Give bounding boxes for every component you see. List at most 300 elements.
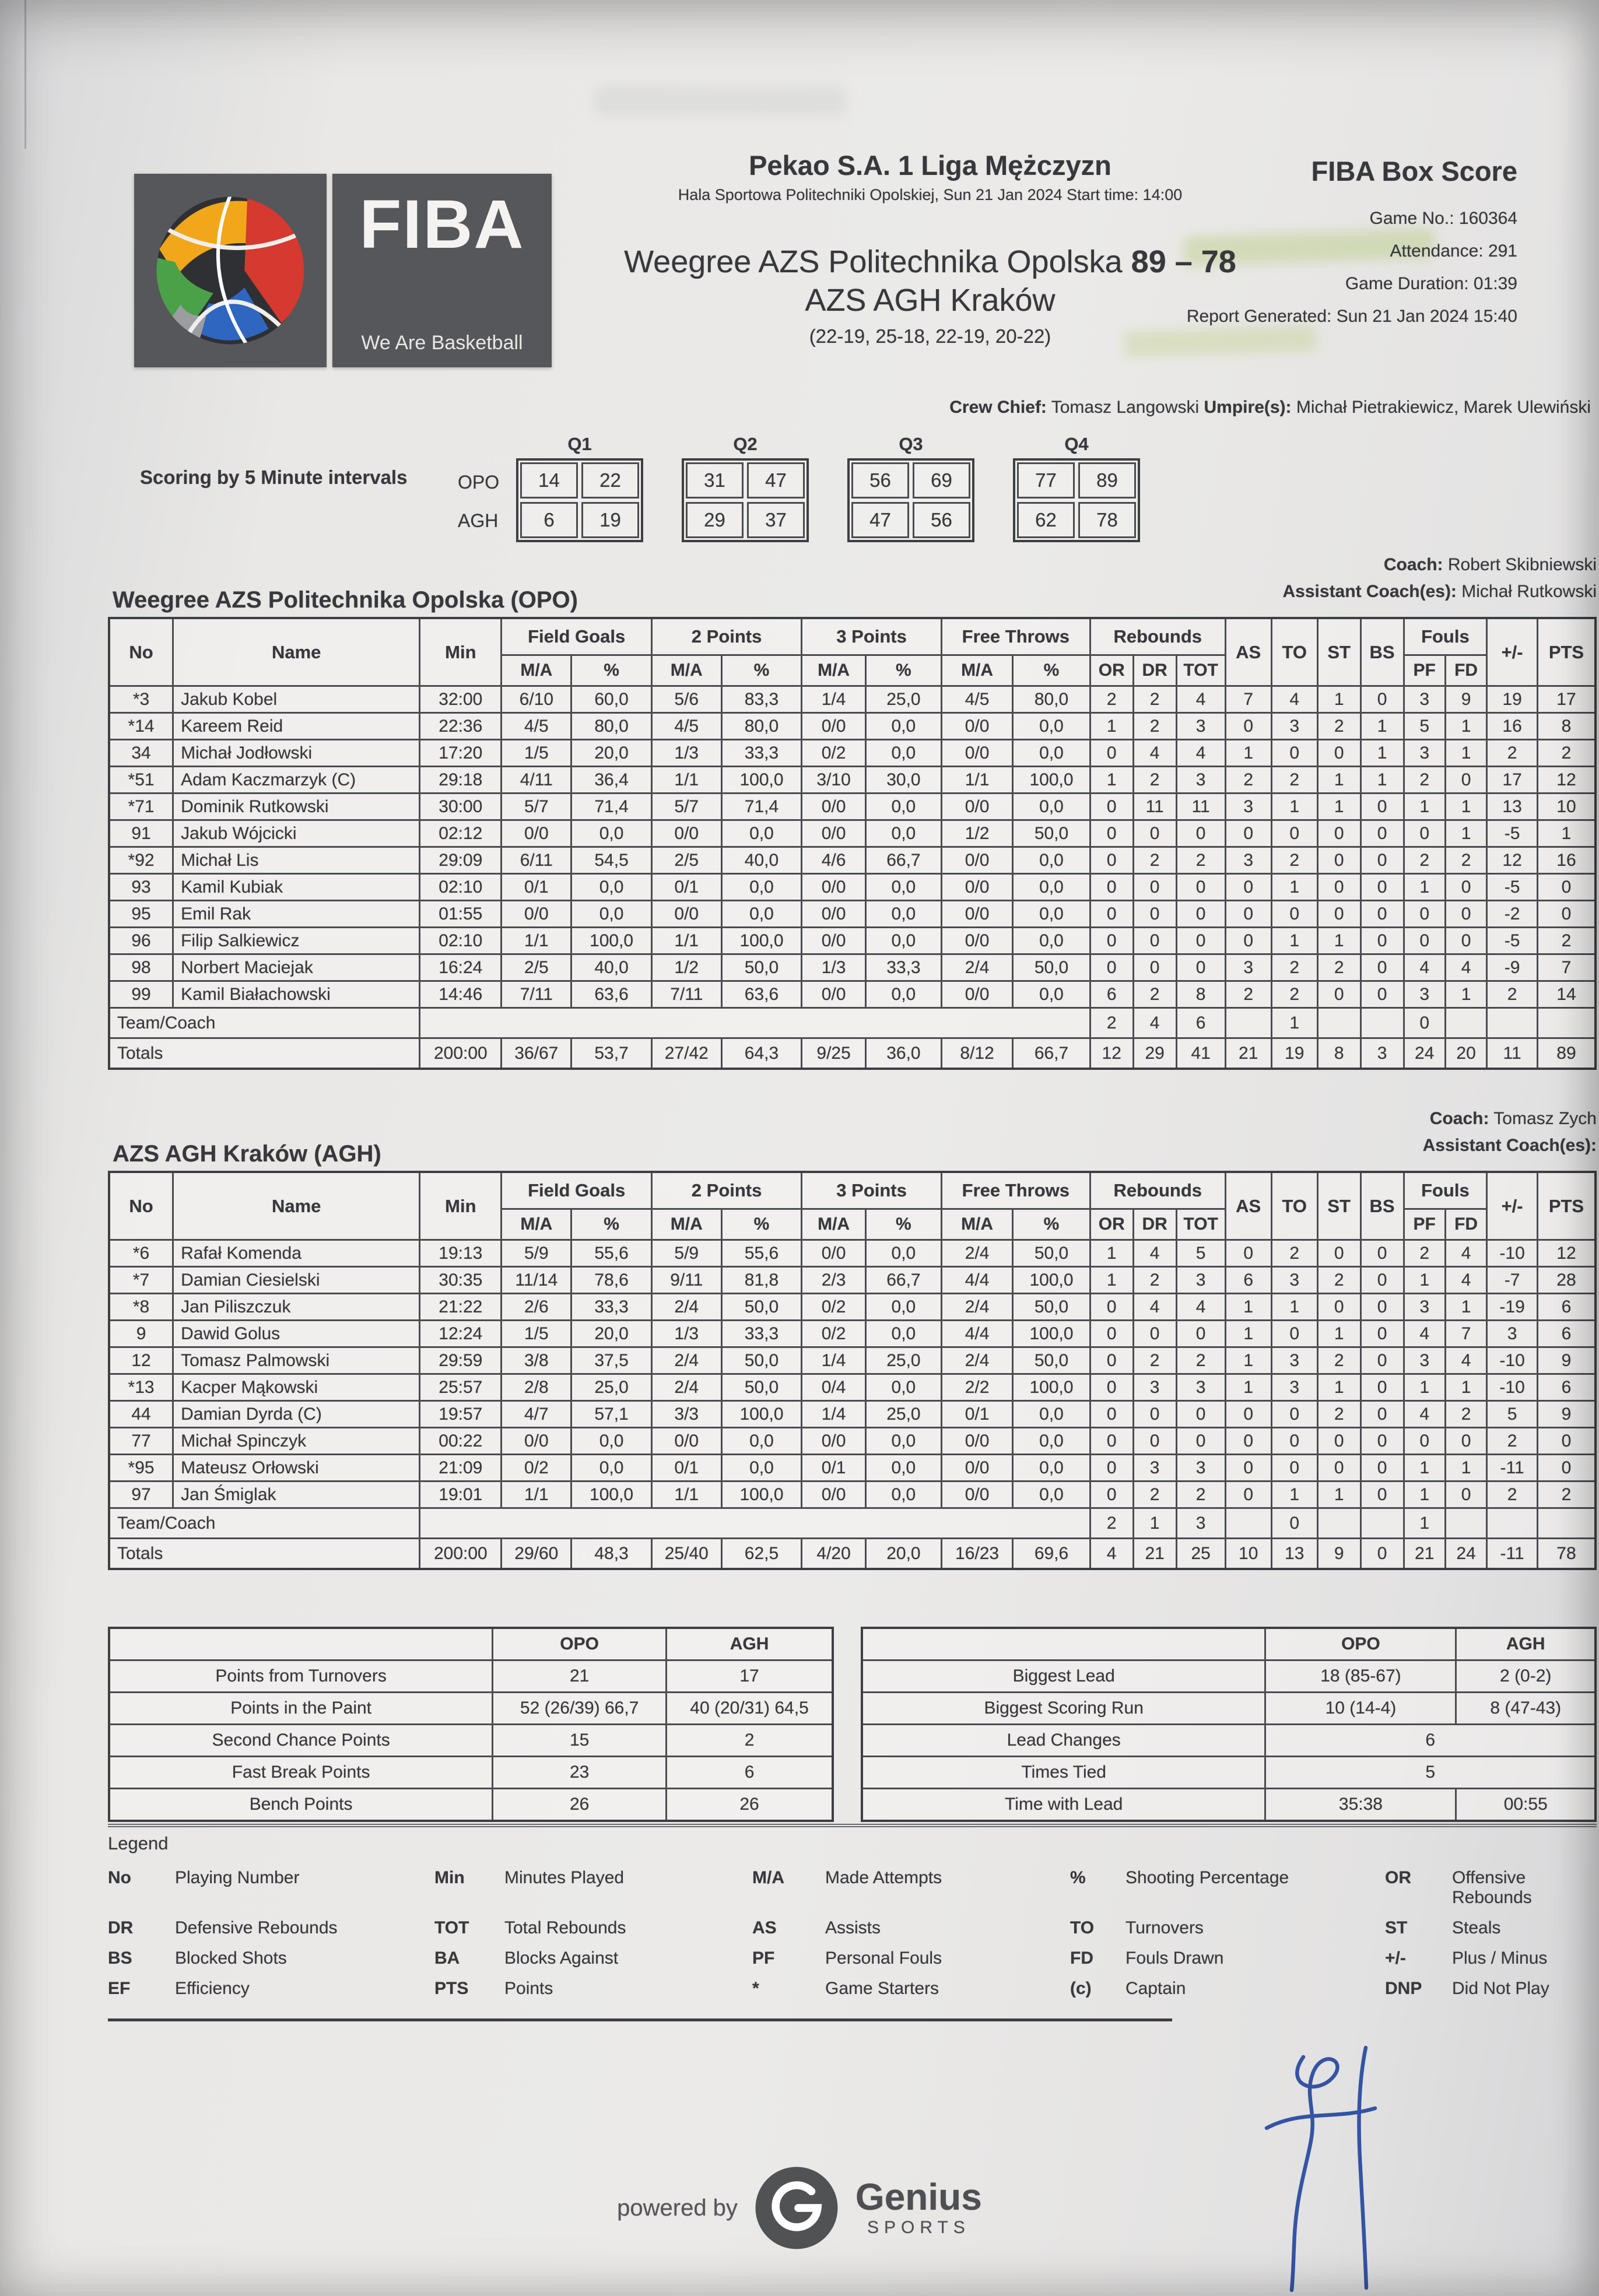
cell: 44	[109, 1401, 173, 1428]
cell: 62,5	[721, 1539, 802, 1570]
legend-desc: Minutes Played	[504, 1868, 625, 1887]
cell: 01:55	[420, 901, 502, 928]
cell: 0	[1404, 1428, 1445, 1455]
cell: -9	[1487, 954, 1538, 981]
fiba-tagline: We Are Basketball	[361, 332, 523, 354]
team-opo-section	[108, 552, 1597, 1070]
cell: 57,1	[571, 1401, 652, 1428]
cell: 100,0	[571, 928, 652, 954]
game-duration: 01:39	[1473, 274, 1517, 293]
legend-desc: Game Starters	[825, 1979, 939, 1998]
stat-row	[109, 1660, 833, 1693]
cell: 0	[1360, 794, 1404, 820]
cell: 0	[1537, 1455, 1596, 1481]
legend-abbr: EF	[108, 1979, 131, 1998]
cell: 0,0	[1013, 928, 1090, 954]
cell	[1225, 1008, 1271, 1038]
cell: 100,0	[721, 1401, 802, 1428]
cell: 26	[667, 1789, 833, 1821]
cell: 32:00	[420, 686, 502, 713]
player-row	[109, 794, 1596, 820]
cell: 100,0	[721, 767, 802, 794]
cell: 0	[1317, 820, 1360, 847]
cell: 0	[1133, 820, 1176, 847]
cell: 4	[1445, 1347, 1486, 1374]
cell: 6	[667, 1757, 833, 1789]
cell: 2/8	[502, 1374, 571, 1401]
cell: 66,7	[865, 847, 941, 874]
cell: 7	[1537, 954, 1596, 981]
cell: 3	[1176, 713, 1225, 740]
stat-row	[862, 1693, 1596, 1725]
cell: 69,6	[1013, 1539, 1090, 1570]
cell: 0/0	[941, 981, 1012, 1008]
cell: 1/1	[651, 767, 721, 794]
team-coach-row	[109, 1508, 1596, 1539]
cell: -5	[1487, 928, 1538, 954]
cell: 0	[1090, 1321, 1133, 1347]
cell: 0	[1133, 954, 1176, 981]
cell: 100,0	[1013, 1374, 1090, 1401]
column-header: 2 Points	[651, 618, 801, 655]
cell: 80,0	[1013, 686, 1090, 713]
cell: 0,0	[1013, 981, 1090, 1008]
column-header: M/A	[651, 1209, 721, 1240]
referee-signature	[1213, 2041, 1423, 2296]
cell: 0	[1225, 1401, 1271, 1428]
column-header: Rebounds	[1090, 618, 1225, 655]
cell	[1317, 1008, 1360, 1038]
cell: 1/3	[802, 954, 866, 981]
cell: 11	[1176, 794, 1225, 820]
cell: 50,0	[1013, 954, 1090, 981]
legend-abbr: BA	[434, 1949, 460, 1968]
cell: Kamil Kubiak	[173, 874, 420, 901]
cell: 0	[1176, 954, 1225, 981]
cell: 1	[1271, 1294, 1317, 1321]
cell: 16/23	[941, 1539, 1012, 1570]
scoring-intervals	[140, 433, 1179, 542]
cell: 0,0	[865, 713, 941, 740]
cell: 100,0	[1013, 1267, 1090, 1294]
cell: 0	[1090, 740, 1133, 767]
cell: Times Tied	[862, 1757, 1265, 1789]
cell: 0/0	[502, 1428, 571, 1455]
cell: 0/0	[802, 874, 866, 901]
cell: 78,6	[571, 1267, 652, 1294]
cell: 0,0	[1013, 794, 1090, 820]
cell: 36,4	[571, 767, 652, 794]
cell: 40 (20/31) 64,5	[667, 1693, 833, 1725]
column-header: %	[865, 1209, 941, 1240]
cell: 0,0	[865, 1294, 941, 1321]
cell: 1	[1271, 874, 1317, 901]
cell: 4	[1133, 1294, 1176, 1321]
cell: 4	[1404, 1401, 1445, 1428]
cell: 29/60	[502, 1539, 571, 1570]
legend-abbr: AS	[752, 1918, 777, 1937]
cell: 25/40	[651, 1539, 721, 1570]
cell: 0,0	[865, 1321, 941, 1347]
column-header: %	[1013, 655, 1090, 686]
cell: *14	[109, 713, 173, 740]
cell: 0	[1133, 1428, 1176, 1455]
cell: 0/0	[941, 1428, 1012, 1455]
cell: 2	[1445, 1401, 1486, 1428]
cell: 17	[1537, 686, 1596, 713]
cell: 4/5	[651, 713, 721, 740]
cell: 7/11	[651, 981, 721, 1008]
column-header: Free Throws	[941, 618, 1090, 655]
cell: 21	[493, 1660, 667, 1693]
away-team-name: AZS AGH Kraków	[805, 283, 1056, 318]
legend-section	[108, 1824, 1597, 2021]
cell: 0	[1360, 1374, 1404, 1401]
cell: 55,6	[721, 1240, 802, 1267]
column-header: FD	[1445, 1209, 1486, 1240]
cell: 4/11	[502, 767, 571, 794]
cell: *13	[109, 1374, 173, 1401]
legend-abbr: FD	[1070, 1949, 1093, 1968]
cell: 0	[1133, 928, 1176, 954]
legend-title: Legend	[108, 1833, 169, 1853]
column-header: No	[109, 618, 173, 686]
cell: 2	[1404, 847, 1445, 874]
cell: 20,0	[865, 1539, 941, 1570]
cell: 1	[1445, 1455, 1486, 1481]
cell: -10	[1487, 1240, 1538, 1267]
report-info	[1074, 155, 1517, 333]
column-header: +/-	[1487, 1172, 1538, 1240]
quarter-box-q2	[682, 433, 809, 542]
cell: 97	[109, 1481, 173, 1508]
page-title: Pekao S.A. 1 Liga Mężczyzn	[749, 150, 1111, 181]
cell: 5/6	[651, 686, 721, 713]
cell: 1	[1271, 928, 1317, 954]
cell: 19	[1271, 1038, 1317, 1069]
cell: 0,0	[865, 901, 941, 928]
cell: 1	[1317, 1481, 1360, 1508]
cell: 0	[1360, 1240, 1404, 1267]
cell: Filip Salkiewicz	[173, 928, 420, 954]
legend-desc: Total Rebounds	[504, 1918, 626, 1937]
interval-cell: 89	[1078, 462, 1136, 498]
cell: 91	[109, 820, 173, 847]
cell: 0,0	[865, 1428, 941, 1455]
cell: 12	[109, 1347, 173, 1374]
cell: 9	[1537, 1401, 1596, 1428]
cell: 0	[1317, 874, 1360, 901]
interval-cell: 56	[851, 462, 909, 498]
stat-row	[862, 1757, 1596, 1789]
cell: 5/9	[502, 1240, 571, 1267]
cell: 71,4	[721, 794, 802, 820]
cell: 8	[1176, 981, 1225, 1008]
cell: 0	[1445, 901, 1486, 928]
cell: 0/1	[802, 1455, 866, 1481]
cell: Kareem Reid	[173, 713, 420, 740]
cell: Jakub Kobel	[173, 686, 420, 713]
cell: 12	[1537, 1240, 1596, 1267]
genius-brand-name: Genius	[855, 2176, 982, 2218]
stat-row	[109, 1693, 833, 1725]
column-header: %	[721, 1209, 802, 1240]
legend-abbr: DR	[108, 1918, 134, 1937]
interval-cell: 78	[1078, 502, 1136, 538]
cell: 19:13	[420, 1240, 502, 1267]
cell: 6	[1090, 981, 1133, 1008]
intervals-label: Scoring by 5 Minute intervals	[140, 466, 408, 488]
cell: Kamil Białachowski	[173, 981, 420, 1008]
cell: 2	[1317, 1267, 1360, 1294]
player-row	[109, 1428, 1596, 1455]
cell: 50,0	[721, 954, 802, 981]
cell: 4	[1133, 1240, 1176, 1267]
legend-abbr: BS	[108, 1949, 132, 1968]
cell: 0/0	[941, 874, 1012, 901]
cell: 0	[1225, 1481, 1271, 1508]
cell: 0	[1133, 1401, 1176, 1428]
fiba-logo	[134, 174, 552, 367]
cell: Rafał Komenda	[173, 1240, 420, 1267]
column-header: AGH	[667, 1628, 833, 1660]
cell: 17	[1487, 767, 1538, 794]
cell: 0/0	[941, 1481, 1012, 1508]
cell: 1	[1317, 686, 1360, 713]
cell: 16	[1537, 847, 1596, 874]
cell: 8 (47-43)	[1456, 1693, 1596, 1725]
cell: 0	[1404, 1008, 1445, 1038]
legend-abbr: M/A	[752, 1868, 784, 1887]
cell: 1	[1090, 767, 1133, 794]
cell: 29:59	[420, 1347, 502, 1374]
cell: 1	[1360, 740, 1404, 767]
lead-stats-table	[861, 1627, 1597, 1822]
legend-abbr: Min	[434, 1868, 465, 1887]
cell: 80,0	[571, 713, 652, 740]
venue-line: Hala Sportowa Politechniki Opolskiej, Sun 21 Jan 2024 Start time: 14:00	[678, 186, 1183, 203]
cell: 20,0	[571, 1321, 652, 1347]
cell: 41	[1176, 1038, 1225, 1069]
cell: 78	[1537, 1539, 1596, 1570]
cell: 0/2	[802, 1321, 866, 1347]
cell: 12	[1487, 847, 1538, 874]
cell: 4/5	[941, 686, 1012, 713]
cell: -5	[1487, 874, 1538, 901]
cell: 0/0	[941, 847, 1012, 874]
column-header: M/A	[502, 655, 571, 686]
cell: 1/1	[651, 928, 721, 954]
cell: 0/0	[651, 901, 721, 928]
cell: 3	[1271, 1374, 1317, 1401]
assistant-coach-name: Michał Rutkowski	[1461, 582, 1597, 601]
column-header: %	[571, 655, 652, 686]
cell: 98	[109, 954, 173, 981]
cell: 3	[1404, 1294, 1445, 1321]
cell: 0	[1360, 1455, 1404, 1481]
cell: 0,0	[865, 1455, 941, 1481]
cell: 2	[1537, 1481, 1596, 1508]
cell: 0/0	[651, 820, 721, 847]
column-header: BS	[1360, 1172, 1404, 1240]
cell: 54,5	[571, 847, 652, 874]
cell: 2/4	[941, 1347, 1012, 1374]
column-header: Field Goals	[502, 1172, 651, 1209]
column-header: TOT	[1176, 655, 1225, 686]
cell: 2	[1537, 928, 1596, 954]
divider	[108, 2018, 1172, 2021]
cell: 2	[1404, 767, 1445, 794]
cell: *71	[109, 794, 173, 820]
interval-cell: 62	[1017, 502, 1075, 538]
cell: 0	[1360, 954, 1404, 981]
cell: 0,0	[1013, 874, 1090, 901]
cell: 3	[1404, 981, 1445, 1008]
team-agh-section	[108, 1105, 1597, 1570]
cell: 3	[1176, 1267, 1225, 1294]
cell: Team/Coach	[109, 1008, 420, 1038]
cell: 0	[1445, 1428, 1486, 1455]
cell: 6	[1176, 1008, 1225, 1038]
cell: 25,0	[865, 1401, 941, 1428]
legend-desc: Assists	[825, 1918, 881, 1937]
cell: 14	[1537, 981, 1596, 1008]
column-header: %	[1013, 1209, 1090, 1240]
cell: 2	[1445, 847, 1486, 874]
legend-abbr: TOT	[434, 1918, 469, 1937]
cell: 3	[1133, 1455, 1176, 1481]
cell: 0	[1271, 740, 1317, 767]
cell: 6/11	[502, 847, 571, 874]
cell: 29:09	[420, 847, 502, 874]
cell: 77	[109, 1428, 173, 1455]
quarter-box-q3	[847, 433, 974, 542]
cell	[1317, 1508, 1360, 1539]
legend-desc: Blocks Against	[504, 1949, 619, 1968]
cell: 0,0	[1013, 1428, 1090, 1455]
cell: 0	[1445, 1481, 1486, 1508]
cell: 4	[1176, 740, 1225, 767]
cell: 0,0	[1013, 1455, 1090, 1481]
cell: 2	[1271, 954, 1317, 981]
cell: 0	[1176, 1321, 1225, 1347]
cell: Points in the Paint	[109, 1693, 493, 1725]
interval-cell: 29	[686, 502, 744, 538]
column-header: 3 Points	[802, 1172, 942, 1209]
cell: 33,3	[721, 740, 802, 767]
totals-row	[109, 1539, 1596, 1570]
cell: 1/1	[941, 767, 1012, 794]
column-header: DR	[1133, 655, 1176, 686]
cell: 35:38	[1265, 1789, 1456, 1821]
cell: 0/0	[941, 713, 1012, 740]
cell: 00:22	[420, 1428, 502, 1455]
cell: 2/4	[651, 1374, 721, 1401]
cell: 36/67	[502, 1038, 571, 1069]
cell: 48,3	[571, 1539, 652, 1570]
cell: 6/10	[502, 686, 571, 713]
column-header: AGH	[1456, 1628, 1596, 1660]
player-row	[109, 713, 1596, 740]
cell	[1360, 1008, 1404, 1038]
cell: 0/0	[802, 901, 866, 928]
totals-row	[109, 1038, 1596, 1069]
cell: 36,0	[865, 1038, 941, 1069]
cell: 83,3	[721, 686, 802, 713]
cell: 1	[1317, 1321, 1360, 1347]
cell: 1/1	[502, 928, 571, 954]
quarter-label: Q3	[899, 434, 923, 454]
player-row	[109, 1455, 1596, 1481]
cell: 0	[1225, 874, 1271, 901]
column-header: 3 Points	[802, 618, 942, 655]
cell: 0	[1225, 1240, 1271, 1267]
cell: 6	[1537, 1294, 1596, 1321]
team-coach-row	[109, 1008, 1596, 1038]
cell: 2	[1133, 1347, 1176, 1374]
cell: 12:24	[420, 1321, 502, 1347]
player-row	[109, 740, 1596, 767]
cell: 0/0	[802, 1428, 866, 1455]
quarter-box-q4	[1013, 433, 1140, 542]
cell: 0	[1225, 820, 1271, 847]
cell: 0	[1317, 1294, 1360, 1321]
cell: 0	[1360, 1294, 1404, 1321]
cell: 0	[1090, 1428, 1133, 1455]
cell: 0/0	[941, 928, 1012, 954]
legend-desc: Personal Fouls	[825, 1949, 942, 1968]
cell: 0	[1133, 1321, 1176, 1347]
cell: 4/6	[802, 847, 866, 874]
quarter-box-q1	[516, 433, 643, 542]
team-opo-title: Weegree AZS Politechnika Opolska (OPO)	[113, 587, 578, 613]
cell: 1	[1225, 1294, 1271, 1321]
cell: 2	[1271, 1240, 1317, 1267]
cell: 25:57	[420, 1374, 502, 1401]
column-header: BS	[1360, 618, 1404, 686]
cell: 50,0	[1013, 1294, 1090, 1321]
cell: 0	[1404, 820, 1445, 847]
cell: 2	[1487, 1428, 1538, 1455]
player-row	[109, 928, 1596, 954]
legend-abbr: %	[1070, 1868, 1086, 1887]
interval-cell: 56	[913, 502, 970, 538]
cell: 1	[1225, 740, 1271, 767]
cell: 0,0	[571, 901, 652, 928]
legend-desc: Captain	[1125, 1979, 1186, 1998]
cell: 4	[1445, 1240, 1486, 1267]
interval-cell: 69	[913, 462, 970, 498]
cell: 2/5	[502, 954, 571, 981]
cell: Jakub Wójcicki	[173, 820, 420, 847]
cell: 8/12	[941, 1038, 1012, 1069]
column-header: M/A	[941, 1209, 1012, 1240]
cell: 81,8	[721, 1267, 802, 1294]
cell: 60,0	[571, 686, 652, 713]
cell: 2/4	[651, 1294, 721, 1321]
cell	[1537, 1508, 1596, 1539]
cell: 0,0	[571, 820, 652, 847]
cell: 1	[1404, 1455, 1445, 1481]
cell: 1/1	[651, 1481, 721, 1508]
cell: 18 (85-67)	[1265, 1660, 1456, 1693]
cell: 100,0	[721, 928, 802, 954]
player-row	[109, 1374, 1596, 1401]
cell: 34	[109, 740, 173, 767]
cell: Michał Spinczyk	[173, 1428, 420, 1455]
cell: 0/0	[802, 981, 866, 1008]
cell: 0,0	[865, 740, 941, 767]
